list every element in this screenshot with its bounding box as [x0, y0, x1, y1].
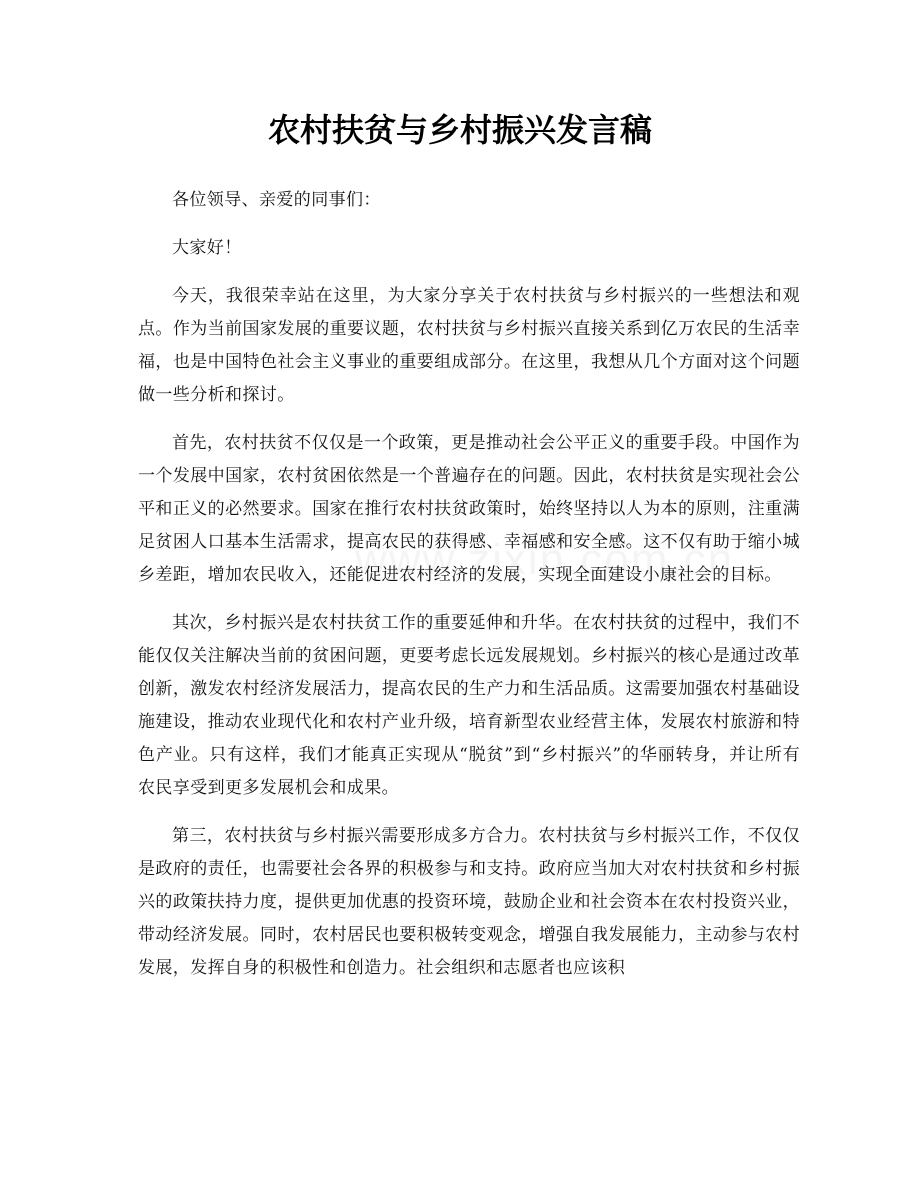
page-title: 农村扶贫与乡村振兴发言稿	[267, 111, 652, 149]
salutation-paragraph: 各位领导、亲爱的同事们：	[172, 190, 381, 210]
second-point-paragraph: 其次，乡村振兴是农村扶贫工作的重要延伸和升华。在农村扶贫的过程中，我们不能仅仅关注解决当前的贫困问题，更要考虑长远发展规划。乡村振兴的核心是通过改革创新，激发农村经济发展活力，提高农民的生产力和生活品质。这需要加强农村基础设施建设，推动农业现代化和农村产业升级，培育新型农业经营主体，发展农村旅游和特色产业。只有这样，我们才能真正实现从“脱贫”到“乡村振兴”的华丽转身，并让所有农民享受到更多发展机会和成果。	[138, 613, 800, 798]
document-body	[138, 184, 800, 1000]
first-point-paragraph: 首先，农村扶贫不仅仅是一个政策，更是推动社会公平正义的重要手段。中国作为一个发展中国家，农村贫困依然是一个普遍存在的问题。因此，农村扶贫是实现社会公平和正义的必然要求。国家在推行农村扶贫政策时，始终坚持以人为本的原则，注重满足贫困人口基本生活需求，提高农民的获得感、幸福感和安全感。这不仅有助于缩小城乡差距，增加农民收入，还能促进农村经济的发展，实现全面建设小康社会的目标。	[138, 433, 800, 585]
intro-paragraph: 今天，我很荣幸站在这里，为大家分享关于农村扶贫与乡村振兴的一些想法和观点。作为当前国家发展的重要议题，农村扶贫与乡村振兴直接关系到亿万农民的生活幸福，也是中国特色社会主义事业的重要组成部分。在这里，我想从几个方面对这个问题做一些分析和探讨。	[138, 286, 800, 405]
greeting-paragraph: 大家好！	[172, 238, 242, 258]
third-point-paragraph: 第三，农村扶贫与乡村振兴需要形成多方合力。农村扶贫与乡村振兴工作，不仅仅是政府的责任，也需要社会各界的积极参与和支持。政府应当加大对农村扶贫和乡村振兴的政策扶持力度，提供更加优惠的投资环境，鼓励企业和社会资本在农村投资兴业，带动经济发展。同时，农村居民也要积极转变观念，增强自我发展能力，主动参与农村发展，发挥自身的积极性和创造力。社会组织和志愿者也应该积	[138, 826, 800, 978]
